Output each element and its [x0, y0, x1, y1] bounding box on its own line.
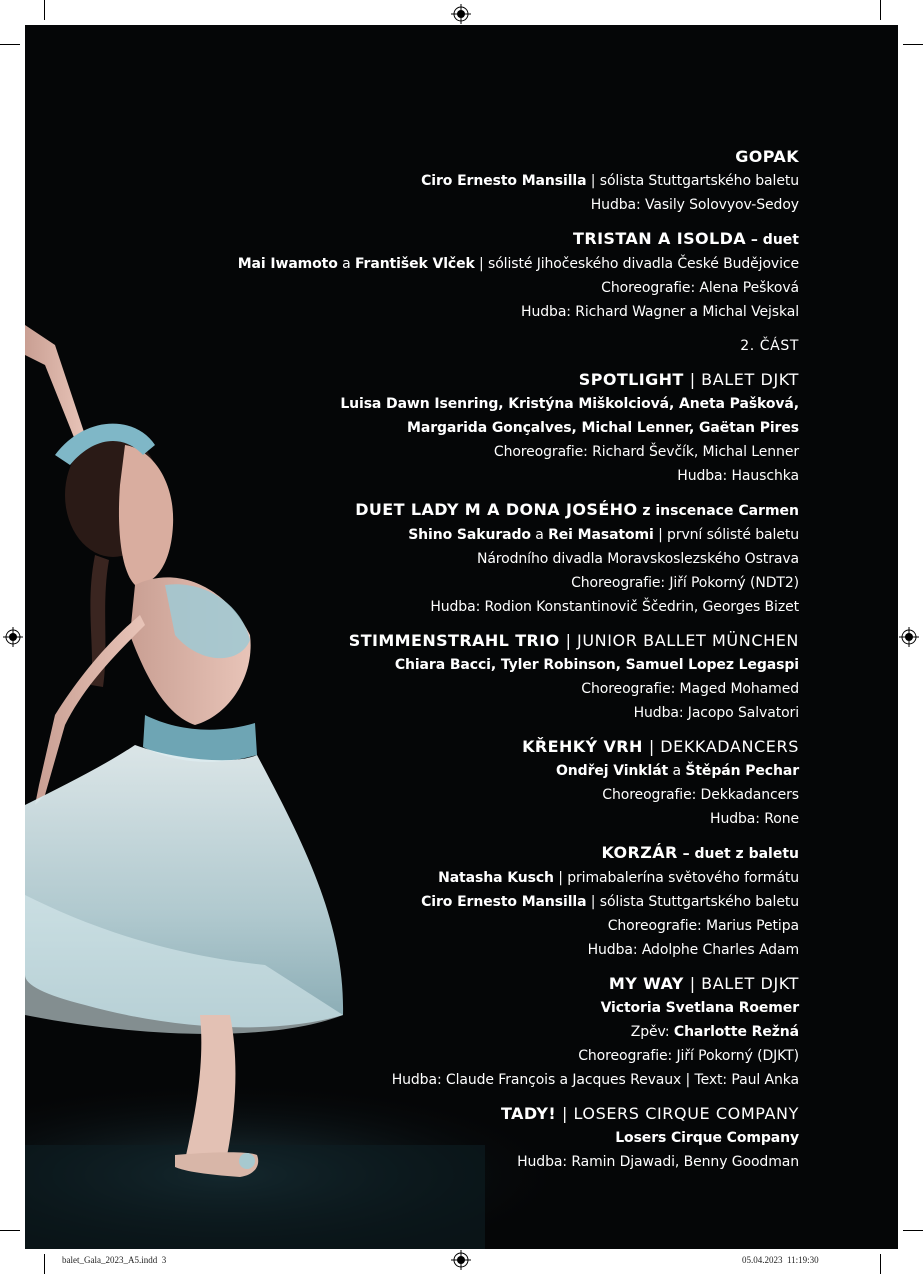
slug-filename: balet_Gala_2023_A5.indd	[62, 1255, 158, 1265]
slug-file	[62, 1255, 166, 1265]
performers-line	[199, 392, 799, 416]
part-label: 2. ČÁST	[740, 338, 799, 354]
performer-name: Shino Sakurado	[408, 527, 531, 543]
title-row	[199, 735, 799, 759]
performer-name: Ciro Ernesto Mansilla	[421, 173, 587, 189]
separator: |	[689, 974, 696, 993]
crop-mark-bottom-right-h	[903, 1230, 923, 1231]
performer-info: | sólisté Jihočeského divadla České Budějovice	[474, 256, 799, 272]
program-item-tady	[199, 1102, 799, 1174]
item-subtitle: – duet z baletu	[677, 846, 799, 862]
program-list	[199, 145, 799, 1184]
performers-line	[199, 523, 799, 547]
performers-line	[199, 890, 799, 914]
slug-page: 3	[161, 1255, 167, 1265]
performer-name: Mai Iwamoto	[237, 256, 338, 272]
choreography-line: Choreografie: Richard Ševčík, Michal Lenner	[493, 444, 799, 460]
slug-date: 05.04.2023	[742, 1255, 783, 1265]
performer-name: Ondřej Vinklát	[555, 763, 669, 779]
crop-mark-bottom-right-v	[880, 1254, 881, 1274]
title-row	[199, 368, 799, 392]
performers-line	[199, 996, 799, 1020]
choreography-line: Choreografie: Jiří Pokorný (DJKT)	[578, 1048, 799, 1064]
music-line: Hudba: Jacopo Salvatori	[633, 705, 799, 721]
program-item-krehky-vrh	[199, 735, 799, 831]
conjunction: a	[337, 256, 355, 272]
performer-name: Ciro Ernesto Mansilla	[421, 894, 587, 910]
performer-name: Štěpán Pechar	[685, 763, 799, 779]
registration-mark-bottom	[451, 1250, 471, 1270]
choreography-line: Choreografie: Marius Petipa	[607, 918, 799, 934]
title-row	[199, 1102, 799, 1126]
music-line: Hudba: Rodion Konstantinovič Ščedrin, Georges Bizet	[430, 599, 799, 615]
performers-line	[199, 169, 799, 193]
crop-mark-top-left-h	[0, 44, 20, 45]
program-item-duet	[199, 498, 799, 619]
separator: |	[565, 631, 571, 650]
performer-name: Victoria Svetlana Roemer	[600, 1000, 799, 1016]
crop-mark-bottom-left-h	[0, 1230, 20, 1231]
choreography-line: Choreografie: Alena Pešková	[601, 280, 799, 296]
conjunction: a	[668, 763, 686, 779]
performers-line	[199, 416, 799, 440]
performer-info-line: Národního divadla Moravskoslezského Ostrava	[476, 551, 799, 567]
choreography-line: Choreografie: Dekkadancers	[602, 787, 799, 803]
crop-mark-top-left-v	[44, 0, 45, 20]
program-page	[25, 25, 898, 1249]
performer-info: | sólista Stuttgartského baletu	[586, 894, 799, 910]
conjunction: a	[530, 527, 549, 543]
program-item-gopak	[199, 145, 799, 217]
singer-name: Charlotte Režná	[673, 1024, 799, 1040]
performers-line	[199, 759, 799, 783]
item-title: TRISTAN A ISOLDA	[573, 229, 747, 248]
singer-line	[199, 1020, 799, 1044]
program-item-tristan	[199, 227, 799, 324]
program-item-korzar	[199, 841, 799, 962]
slug-datetime	[742, 1255, 819, 1265]
crop-mark-bottom-left-v	[44, 1254, 45, 1274]
separator: |	[689, 370, 696, 389]
program-item-stimmenstrahl	[199, 629, 799, 725]
title-row	[199, 629, 799, 653]
company-name: LOSERS CIRQUE COMPANY	[573, 1104, 799, 1123]
company-name: BALET DJKT	[701, 370, 799, 389]
registration-mark-right	[899, 627, 919, 647]
choreography-line: Choreografie: Jiří Pokorný (NDT2)	[571, 575, 799, 591]
registration-mark-top	[451, 4, 471, 24]
slug-time: 11:19:30	[787, 1255, 819, 1265]
item-title: STIMMENSTRAHL TRIO	[348, 631, 560, 650]
item-title: KŘEHKÝ VRH	[522, 737, 643, 756]
performer-names: Chiara Bacci, Tyler Robinson, Samuel Lopez Legaspi	[394, 657, 799, 673]
program-item-spotlight	[199, 368, 799, 488]
music-line: Hudba: Vasily Solovyov-Sedoy	[590, 197, 799, 213]
crop-mark-top-right-v	[880, 0, 881, 20]
company-name: JUNIOR BALLET MÜNCHEN	[577, 631, 799, 650]
music-line: Hudba: Adolphe Charles Adam	[587, 942, 799, 958]
company-name: DEKKADANCERS	[660, 737, 799, 756]
program-item-my-way	[199, 972, 799, 1092]
performers-line	[199, 653, 799, 677]
item-title: DUET LADY M A DONA JOSÉHO	[355, 500, 638, 519]
performer-names: Luisa Dawn Isenring, Kristýna Miškolciová, Aneta Pašková,	[340, 396, 799, 412]
performer-names: Margarida Gonçalves, Michal Lenner, Gaëtan Pires	[407, 420, 799, 436]
item-title: KORZÁR	[601, 843, 678, 862]
item-title: SPOTLIGHT	[578, 370, 684, 389]
title-row	[199, 227, 799, 252]
registration-mark-left	[3, 627, 23, 647]
singer-label: Zpěv:	[630, 1024, 674, 1040]
performer-name: František Vlček	[354, 256, 475, 272]
title-row	[199, 498, 799, 523]
crop-mark-top-right-h	[903, 44, 923, 45]
title-row	[199, 972, 799, 996]
performer-info: | první sólisté baletu	[653, 527, 799, 543]
item-subtitle: z inscenace Carmen	[637, 503, 799, 519]
performers-line	[199, 252, 799, 276]
music-line: Hudba: Ramin Djawadi, Benny Goodman	[517, 1154, 799, 1170]
music-line: Hudba: Claude François a Jacques Revaux | Text: Paul Anka	[391, 1072, 799, 1088]
item-title: GOPAK	[735, 147, 799, 166]
music-line: Hudba: Hauschka	[677, 468, 799, 484]
title-row	[199, 841, 799, 866]
separator: |	[648, 737, 655, 756]
music-line: Hudba: Richard Wagner a Michal Vejskal	[521, 304, 799, 320]
performer-name: Natasha Kusch	[438, 870, 554, 886]
choreography-line: Choreografie: Maged Mohamed	[581, 681, 799, 697]
performers-line	[199, 866, 799, 890]
company-name: BALET DJKT	[701, 974, 799, 993]
title-row	[199, 145, 799, 169]
performer-info: | sólista Stuttgartského baletu	[586, 173, 799, 189]
performer-info: | primabalerína světového formátu	[553, 870, 799, 886]
item-title: MY WAY	[608, 974, 684, 993]
item-subtitle: – duet	[746, 232, 799, 248]
separator: |	[562, 1104, 568, 1123]
performer-name: Rei Masatomi	[548, 527, 654, 543]
item-title: TADY!	[500, 1104, 557, 1123]
performers-line	[199, 1126, 799, 1150]
music-line: Hudba: Rone	[710, 811, 799, 827]
performer-name: Losers Cirque Company	[615, 1130, 799, 1146]
